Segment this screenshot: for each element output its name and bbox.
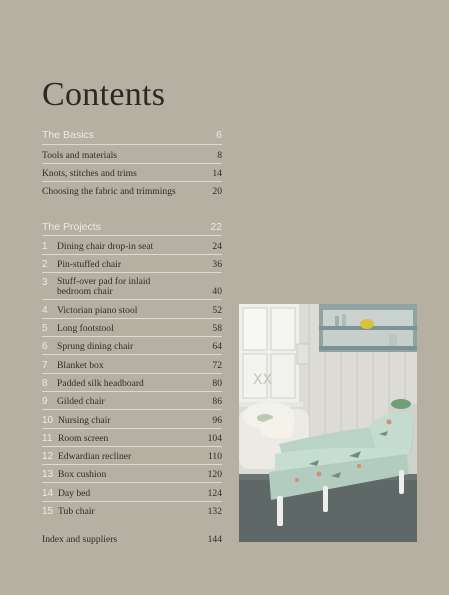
entry-label: Sprung dining chair xyxy=(57,341,134,352)
page-number: 80 xyxy=(212,378,222,389)
daybed-photo xyxy=(239,304,417,542)
divider xyxy=(42,181,222,182)
toc-entry[interactable] xyxy=(42,259,222,270)
entry-label: Day bed xyxy=(58,488,91,499)
page-number: 40 xyxy=(212,286,222,297)
divider xyxy=(42,336,222,337)
entry-number: 7 xyxy=(42,360,48,371)
toc-entry-index[interactable] xyxy=(42,534,222,545)
toc-entry[interactable] xyxy=(42,241,222,252)
entry-label: Knots, stitches and trims xyxy=(42,168,137,179)
toc-entry[interactable] xyxy=(42,506,222,517)
toc-entry[interactable] xyxy=(42,433,222,444)
toc-entry[interactable] xyxy=(42,277,222,297)
entry-label: Index and suppliers xyxy=(42,534,118,545)
page-number: 104 xyxy=(207,433,222,444)
toc-section-projects[interactable] xyxy=(42,222,222,233)
page-number: 58 xyxy=(212,323,222,334)
page-title: Contents xyxy=(42,76,166,113)
entry-label: Long footstool xyxy=(57,323,114,334)
entry-number: 14 xyxy=(42,488,54,499)
page-number: 144 xyxy=(207,534,222,545)
page-number: 20 xyxy=(212,186,222,197)
entry-label: Victorian piano stool xyxy=(57,305,138,316)
entry-number: 11 xyxy=(42,433,53,444)
entry-number: 6 xyxy=(42,341,48,352)
page-number: 8 xyxy=(217,150,222,161)
page-number: 124 xyxy=(207,488,222,499)
divider xyxy=(42,464,222,465)
entry-label: Tub chair xyxy=(58,506,95,517)
page-number: 132 xyxy=(207,506,222,517)
toc-entry[interactable] xyxy=(42,305,222,316)
section-heading: The Basics xyxy=(42,129,94,141)
entry-number: 8 xyxy=(42,378,48,389)
entry-label-line-2: bedroom chair xyxy=(57,286,113,297)
entry-number: 5 xyxy=(42,323,48,334)
page-number: 52 xyxy=(212,305,222,316)
toc-entry[interactable] xyxy=(42,360,222,371)
section-heading: The Projects xyxy=(42,221,101,233)
toc-entry[interactable] xyxy=(42,150,222,161)
toc-entry[interactable] xyxy=(42,451,222,462)
divider xyxy=(42,144,222,145)
entry-label: Tools and materials xyxy=(42,150,117,161)
toc-section-basics[interactable] xyxy=(42,130,222,141)
entry-label: Blanket box xyxy=(57,360,104,371)
divider xyxy=(42,318,222,319)
entry-number: 9 xyxy=(42,396,48,407)
entry-number: 13 xyxy=(42,469,54,480)
entry-label: Nursing chair xyxy=(58,415,111,426)
toc-entry[interactable] xyxy=(42,469,222,480)
page-number: 24 xyxy=(212,241,222,252)
entry-label: Box cushion xyxy=(58,469,107,480)
wall-letters: XX xyxy=(253,372,273,388)
page-number: 86 xyxy=(212,396,222,407)
entry-label: Room screen xyxy=(58,433,109,444)
divider xyxy=(42,391,222,392)
toc-entry[interactable] xyxy=(42,378,222,389)
entry-number: 10 xyxy=(42,415,54,426)
divider xyxy=(42,254,222,255)
entry-label: Pin-stuffed chair xyxy=(57,259,122,270)
entry-number: 2 xyxy=(42,259,48,270)
divider xyxy=(42,299,222,300)
entry-label: Edwardian recliner xyxy=(58,451,132,462)
entry-label: Gilded chair xyxy=(57,396,105,407)
page-number: 36 xyxy=(212,259,222,270)
entry-number: 1 xyxy=(42,241,48,252)
page-number: 64 xyxy=(212,341,222,352)
toc-entry[interactable] xyxy=(42,396,222,407)
divider xyxy=(42,409,222,410)
page-number: 14 xyxy=(212,168,222,179)
page-number: 6 xyxy=(216,129,222,141)
divider xyxy=(42,482,222,483)
page-number: 22 xyxy=(210,221,222,233)
divider xyxy=(42,235,222,236)
entry-label-line-1: Stuff-over pad for inlaid xyxy=(57,276,151,287)
entry-label: Padded silk headboard xyxy=(57,378,144,389)
divider xyxy=(42,163,222,164)
toc-entry[interactable] xyxy=(42,488,222,499)
divider xyxy=(42,272,222,273)
divider xyxy=(42,428,222,429)
page-number: 72 xyxy=(212,360,222,371)
page-number: 120 xyxy=(207,469,222,480)
entry-number: 12 xyxy=(42,451,54,462)
entry-number: 3 xyxy=(42,277,48,288)
toc-entry[interactable] xyxy=(42,341,222,352)
daybed-illustration xyxy=(239,304,417,542)
entry-label: Dining chair drop-in seat xyxy=(57,241,154,252)
page-number: 96 xyxy=(212,415,222,426)
entry-label: Choosing the fabric and trimmings xyxy=(42,186,176,197)
divider xyxy=(42,446,222,447)
toc-entry[interactable] xyxy=(42,323,222,334)
divider xyxy=(42,373,222,374)
toc-entry[interactable] xyxy=(42,168,222,179)
page-number: 110 xyxy=(207,451,222,462)
entry-number: 15 xyxy=(42,506,54,517)
toc-entry[interactable] xyxy=(42,415,222,426)
divider xyxy=(42,501,222,502)
toc-entry[interactable] xyxy=(42,186,222,197)
divider xyxy=(42,354,222,355)
entry-number: 4 xyxy=(42,305,48,316)
